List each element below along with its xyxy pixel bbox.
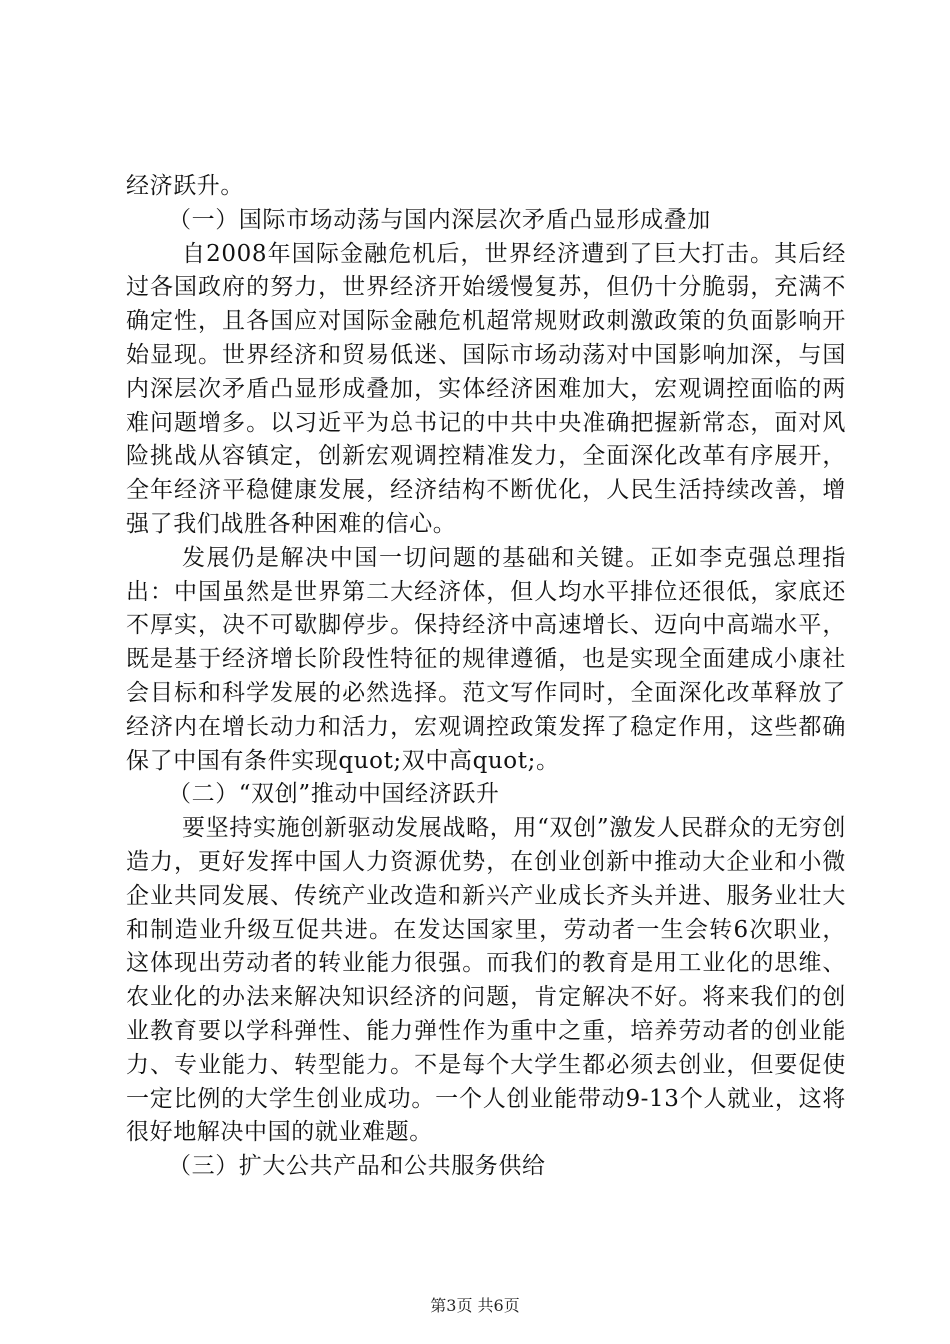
page-number-footer: 第3页 共6页 xyxy=(430,1296,520,1315)
paragraph-financial-crisis: 自2008年国际金融危机后，世界经济遭到了巨大打击。其后经过各国政府的努力，世界经济开始缓慢复苏，但仍十分脆弱，充满不确定性，且各国应对国际金融危机超常规财政刺激政策的负面影响开始显现。世界经济和贸易低迷、国际市场动荡对中国影响加深，与国内深层次矛盾凸显形成叠加，实体经济困难加大，宏观调控面临的两难问题增多。以习近平为总书记的中共中央准确把握新常态，面对风险挑战从容镇定，创新宏观调控精准发力，全面深化改革有序展开，全年经济平稳健康发展，经济结构不断优化，人民生活持续改善，增强了我们战胜各种困难的信心。 xyxy=(126,240,846,537)
paragraph-development: 发展仍是解决中国一切问题的基础和关键。正如李克强总理指出：中国虽然是世界第二大经济体，但人均水平排位还很低，家底还不厚实，决不可歇脚停步。保持经济中高速增长、迈向中高端水平，既是基于经济增长阶段性特征的规律遵循，也是实现全面建成小康社会目标和科学发展的必然选择。范文写作同时，全面深化改革释放了经济内在增长动力和活力，宏观调控政策发挥了稳定作用，这些都确保了中国有条件实现quot;双中高quot;。 xyxy=(126,544,846,774)
paragraph-continuation: 经济跃升。 xyxy=(126,173,244,199)
section-heading-1: （一）国际市场动荡与国内深层次矛盾凸显形成叠加 xyxy=(168,206,711,233)
document-body xyxy=(126,170,846,1184)
section-heading-3: （三）扩大公共产品和公共服务供给 xyxy=(168,1153,546,1180)
section-heading-2: （二）“双创”推动中国经济跃升 xyxy=(168,781,500,808)
paragraph-innovation: 要坚持实施创新驱动发展战略，用“双创”激发人民群众的无穷创造力，更好发挥中国人力资源优势，在创业创新中推动大企业和小微企业共同发展、传统产业改造和新兴产业成长齐头并进、服务业壮大和制造业升级互促共进。在发达国家里，劳动者一生会转6次职业，这体现出劳动者的转业能力很强。而我们的教育是用工业化的思维、农业化的办法来解决知识经济的问题，肯定解决不好。将来我们的创业教育要以学科弹性、能力弹性作为重中之重，培养劳动者的创业能力、专业能力、转型能力。不是每个大学生都必须去创业，但要促使一定比例的大学生创业成功。一个人创业能带动9-13个人就业，这将很好地解决中国的就业难题。 xyxy=(126,815,846,1146)
